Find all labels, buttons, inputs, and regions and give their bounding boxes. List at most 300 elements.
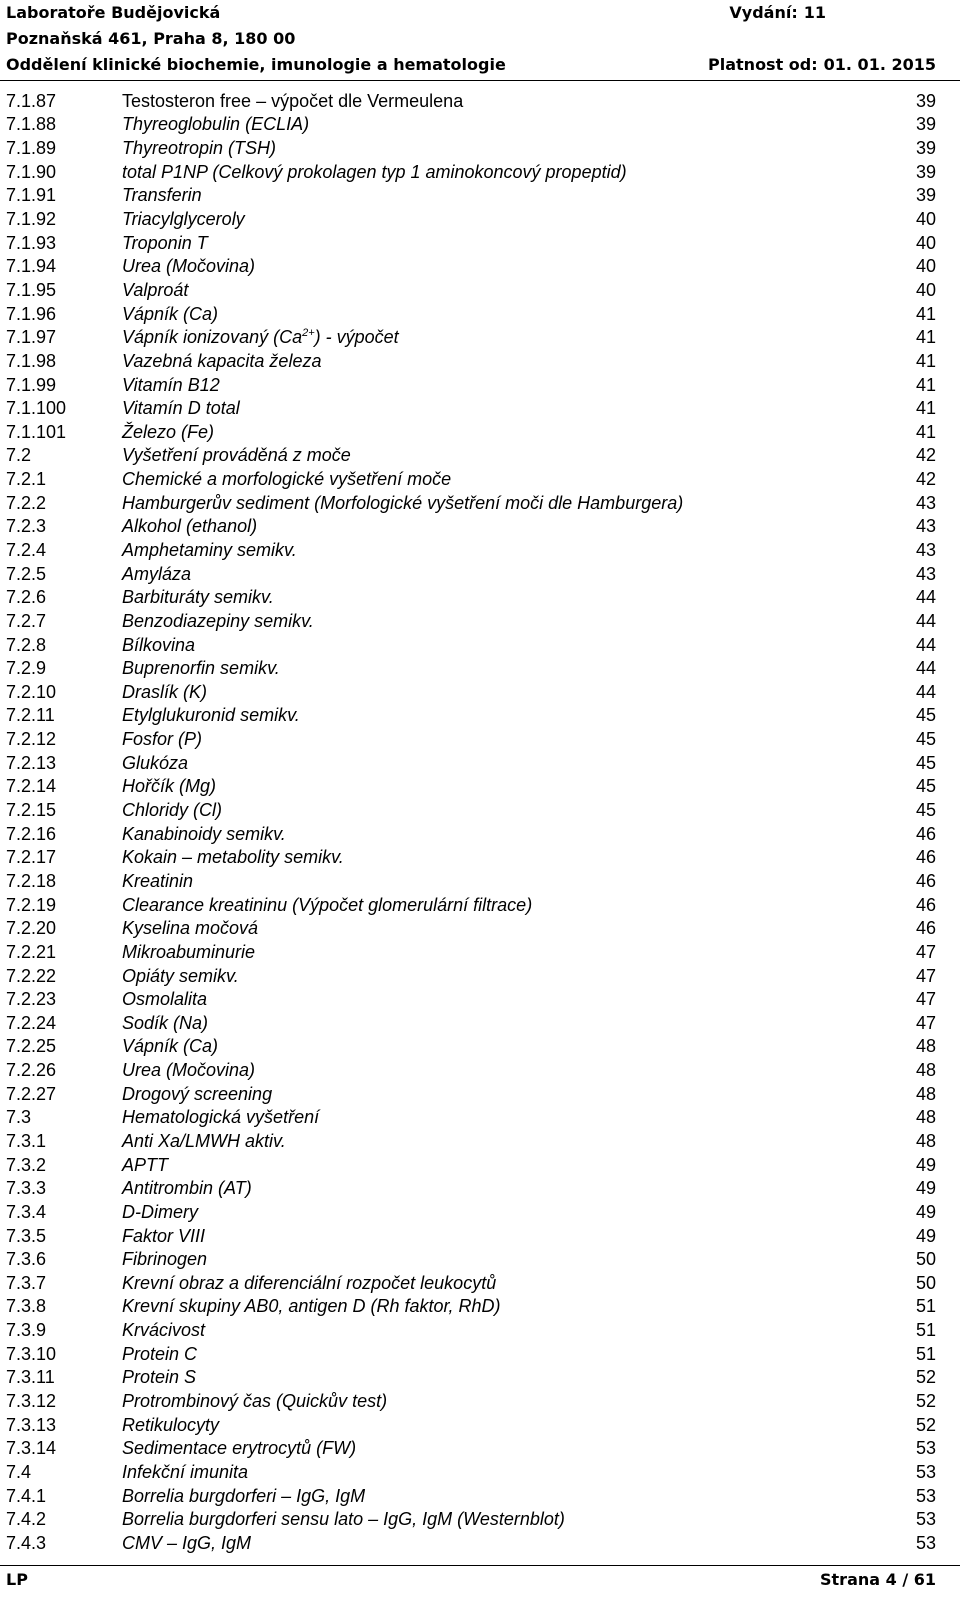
toc-entry <box>6 1366 936 1390</box>
toc-entry-title-text: Benzodiazepiny semikv. <box>122 610 314 631</box>
toc-entry <box>6 846 936 870</box>
toc-entry <box>6 207 936 231</box>
toc-entry-title-text: Borrelia burgdorferi – IgG, IgM <box>122 1485 366 1506</box>
toc-entry-title-text: Bílkovina <box>122 634 196 655</box>
toc-entry-number: 7.3.3 <box>6 1178 47 1199</box>
toc-entry <box>6 869 936 893</box>
toc-entry-page: 43 <box>915 539 936 560</box>
toc-entry-title-text: Triacylglyceroly <box>122 209 245 230</box>
toc-entry-title-text: Etylglukuronid semikv. <box>122 705 300 726</box>
toc-entry-number: 7.3.7 <box>6 1272 47 1293</box>
toc-entry-title <box>122 635 896 655</box>
toc-entry-number: 7.2.9 <box>6 658 47 679</box>
toc-entry <box>6 136 936 160</box>
toc-entry-page: 40 <box>915 209 936 230</box>
edition <box>729 0 826 26</box>
toc-entry-title-text: Drogový screening <box>122 1083 273 1104</box>
toc-entry-title <box>122 1273 896 1293</box>
toc-entry-number: 7.1.90 <box>6 161 57 182</box>
toc-entry-title <box>122 776 896 796</box>
toc-entry-page: 40 <box>915 232 936 253</box>
toc-entry-number: 7.2.23 <box>6 989 57 1010</box>
toc-entry-number: 7.3.5 <box>6 1225 47 1246</box>
toc-entry-page: 41 <box>915 421 936 442</box>
toc-entry-title <box>122 942 896 962</box>
toc-entry-title <box>122 1202 896 1222</box>
toc-entry <box>6 1224 936 1248</box>
footer-left: LP <box>6 1570 28 1589</box>
toc-entry-title <box>122 516 896 536</box>
toc-entry-title <box>122 398 896 418</box>
toc-entry <box>6 585 936 609</box>
header-row-1 <box>6 0 936 26</box>
toc-entry-page: 49 <box>915 1178 936 1199</box>
toc-entry <box>6 444 936 468</box>
toc-entry-title <box>122 847 896 867</box>
toc-entry-title-text: Mikroabuminurie <box>122 941 256 962</box>
toc-entry-title <box>122 256 896 276</box>
toc-entry-page: 45 <box>915 729 936 750</box>
toc-entry-number: 7.3.1 <box>6 1131 47 1151</box>
toc-entry-title <box>122 611 896 631</box>
toc-entry-title <box>122 1320 896 1340</box>
toc-entry-title <box>122 1155 896 1175</box>
toc-entry <box>6 1342 936 1366</box>
toc-entry-number: 7.2.24 <box>6 1012 57 1033</box>
toc-entry-page: 52 <box>915 1367 936 1388</box>
toc-entry-page: 52 <box>915 1414 936 1435</box>
toc-entry-page: 43 <box>915 516 936 537</box>
edition-value: 11 <box>803 3 826 22</box>
toc-entry-number: 7.1.87 <box>6 90 57 111</box>
header-row-3 <box>6 52 936 78</box>
toc-entry-title-text: Antitrombin (AT) <box>122 1178 252 1199</box>
toc-entry-title <box>122 91 896 111</box>
toc-entry-title <box>122 114 896 134</box>
toc-entry-title-text: Kokain – metabolity semikv. <box>122 847 344 868</box>
toc-entry-title <box>122 138 896 158</box>
toc-entry-page: 52 <box>915 1391 936 1412</box>
toc-entry-title <box>122 800 896 820</box>
toc-entry-page: 47 <box>915 989 936 1010</box>
toc-entry-number: 7.2.8 <box>6 634 47 655</box>
toc-entry <box>6 1295 936 1319</box>
toc-entry <box>6 893 936 917</box>
toc-entry-title-text: Vazebná kapacita železa <box>122 350 322 371</box>
toc-entry-number: 7.2.6 <box>6 587 47 608</box>
toc-entry-page: 47 <box>915 1012 936 1033</box>
toc-entry-page: 53 <box>915 1509 936 1530</box>
toc-entry-title-text: Fosfor (P) <box>122 729 203 750</box>
toc-entry-superscript: 2+ <box>302 327 315 340</box>
table-of-contents <box>6 89 936 1555</box>
toc-entry-number: 7.4.1 <box>6 1485 47 1506</box>
toc-entry-title <box>122 304 896 324</box>
toc-entry-page: 43 <box>915 492 936 513</box>
toc-entry-number: 7.3.12 <box>6 1391 57 1412</box>
toc-entry-title-text: Chemické a morfologické vyšetření moče <box>122 469 452 490</box>
toc-entry <box>6 609 936 633</box>
toc-entry <box>6 467 936 491</box>
toc-entry <box>6 349 936 373</box>
validity <box>708 52 936 78</box>
department-name: Oddělení klinické biochemie, imunologie a hematologie <box>6 55 506 74</box>
toc-entry <box>6 798 936 822</box>
toc-entry-page: 44 <box>915 587 936 608</box>
toc-entry <box>6 727 936 751</box>
toc-entry-number: 7.2.25 <box>6 1036 57 1057</box>
toc-entry-title <box>122 327 896 347</box>
toc-entry-page: 49 <box>915 1225 936 1246</box>
toc-entry <box>6 184 936 208</box>
toc-entry-title <box>122 564 896 584</box>
toc-entry-number: 7.2.7 <box>6 610 47 631</box>
toc-entry-number: 7.3.6 <box>6 1249 47 1270</box>
toc-entry-page: 39 <box>915 114 936 135</box>
toc-entry-number: 7.3.9 <box>6 1320 47 1341</box>
toc-entry-number: 7.2.21 <box>6 941 57 962</box>
toc-entry-title-text: Testosteron free – výpočet dle Vermeulena <box>122 90 464 111</box>
toc-entry-number: 7.1.95 <box>6 279 57 300</box>
toc-entry <box>6 1247 936 1271</box>
toc-entry-page: 40 <box>915 279 936 300</box>
toc-entry-title-text: Sedimentace erytrocytů (FW) <box>122 1438 357 1459</box>
toc-entry-page: 45 <box>915 705 936 726</box>
toc-entry <box>6 1271 936 1295</box>
toc-entry-title-text: Osmolalita <box>122 989 208 1010</box>
toc-entry-title-text: Glukóza <box>122 752 189 773</box>
toc-entry <box>6 1176 936 1200</box>
toc-entry-title <box>122 1533 896 1553</box>
toc-entry <box>6 1507 936 1531</box>
toc-entry-title-text: Fibrinogen <box>122 1249 208 1270</box>
toc-entry <box>6 278 936 302</box>
toc-entry-number: 7.3.10 <box>6 1343 57 1364</box>
toc-entry-title-text: Thyreotropin (TSH) <box>122 138 277 159</box>
toc-entry-title <box>122 682 896 702</box>
toc-entry-title <box>122 422 896 442</box>
toc-entry <box>6 396 936 420</box>
document-header <box>6 0 936 78</box>
toc-entry-number: 7.2.15 <box>6 800 57 821</box>
toc-entry-title <box>122 1462 896 1482</box>
toc-entry-title <box>122 493 896 513</box>
toc-entry <box>6 1058 936 1082</box>
toc-entry-page: 49 <box>915 1154 936 1175</box>
toc-entry-title-text: Hematologická vyšetření <box>122 1107 320 1128</box>
toc-entry-page: 45 <box>915 776 936 797</box>
toc-entry-number: 7.3.4 <box>6 1201 47 1222</box>
toc-entry-title-text: Kanabinoidy semikv. <box>122 823 286 844</box>
toc-entry-title-text: Amphetaminy semikv. <box>122 539 297 560</box>
toc-entry <box>6 940 936 964</box>
toc-entry-title <box>122 753 896 773</box>
toc-entry <box>6 1200 936 1224</box>
toc-entry-title-text: Hamburgerův sediment (Morfologické vyšetření moči dle Hamburgera) <box>122 492 684 513</box>
toc-entry <box>6 1484 936 1508</box>
toc-entry-title <box>122 1084 896 1104</box>
toc-entry-title <box>122 351 896 371</box>
toc-entry-title <box>122 1178 896 1198</box>
toc-entry-title <box>122 1036 896 1056</box>
toc-entry <box>6 1129 936 1153</box>
toc-entry-number: 7.1.101 <box>6 421 67 442</box>
toc-entry <box>6 987 936 1011</box>
toc-entry <box>6 325 936 349</box>
toc-entry-number: 7.2.5 <box>6 563 47 584</box>
toc-entry-number: 7.2.18 <box>6 870 57 891</box>
toc-entry-title-text: CMV – IgG, IgM <box>122 1532 252 1553</box>
toc-entry-page: 48 <box>915 1083 936 1104</box>
toc-entry-number: 7.3.8 <box>6 1296 47 1317</box>
toc-entry <box>6 254 936 278</box>
toc-entry-page: 44 <box>915 681 936 702</box>
toc-entry <box>6 916 936 940</box>
toc-entry-title <box>122 966 896 986</box>
toc-entry-number: 7.1.99 <box>6 374 57 395</box>
toc-entry-title <box>122 1131 896 1151</box>
toc-entry-number: 7.1.96 <box>6 303 57 324</box>
toc-entry-title <box>122 1226 896 1246</box>
toc-entry-title-text: Železo (Fe) <box>122 421 215 442</box>
toc-entry <box>6 656 936 680</box>
toc-entry-page: 46 <box>915 870 936 891</box>
toc-entry-title-text: Alkohol (ethanol) <box>122 516 258 537</box>
toc-entry <box>6 1153 936 1177</box>
toc-entry-page: 42 <box>915 445 936 466</box>
toc-entry-title <box>122 162 896 182</box>
toc-entry-page: 42 <box>915 469 936 490</box>
toc-entry-number: 7.2.2 <box>6 492 47 513</box>
toc-entry <box>6 1531 936 1555</box>
toc-entry-title <box>122 705 896 725</box>
toc-entry-page: 43 <box>915 563 936 584</box>
toc-entry-title <box>122 1415 896 1435</box>
toc-entry-page: 53 <box>915 1461 936 1482</box>
toc-entry <box>6 231 936 255</box>
toc-entry-page: 51 <box>915 1320 936 1341</box>
toc-entry <box>6 373 936 397</box>
org-address: Poznaňská 461, Praha 8, 180 00 <box>6 29 296 48</box>
toc-entry-page: 48 <box>915 1060 936 1081</box>
toc-entry-title <box>122 1438 896 1458</box>
toc-entry-page: 47 <box>915 965 936 986</box>
toc-entry-title <box>122 729 896 749</box>
toc-entry-title <box>122 469 896 489</box>
toc-entry-title <box>122 1107 896 1127</box>
toc-entry-title-text: Opiáty semikv. <box>122 965 239 986</box>
toc-entry-number: 7.1.89 <box>6 138 57 159</box>
toc-entry-number: 7.3.2 <box>6 1154 47 1175</box>
toc-entry <box>6 1106 936 1130</box>
toc-entry-title-text: Amyláza <box>122 563 192 584</box>
toc-entry-page: 41 <box>915 350 936 371</box>
toc-entry-number: 7.2.11 <box>6 705 55 726</box>
toc-entry-title-text: Vápník (Ca) <box>122 303 219 324</box>
toc-entry-number: 7.1.88 <box>6 114 57 135</box>
toc-entry <box>6 822 936 846</box>
toc-entry-title <box>122 587 896 607</box>
toc-entry-page: 44 <box>915 658 936 679</box>
toc-entry-number: 7.2 <box>6 445 32 466</box>
toc-entry <box>6 1460 936 1484</box>
toc-entry-page: 44 <box>915 610 936 631</box>
toc-entry <box>6 751 936 775</box>
toc-entry-title-text: Urea (Močovina) <box>122 1060 256 1081</box>
toc-entry-title-text: Transferin <box>122 185 202 206</box>
toc-entry-title-text: Vápník ionizovaný (Ca <box>122 327 303 348</box>
toc-entry-title <box>122 871 896 891</box>
toc-entry-number: 7.1.98 <box>6 350 57 371</box>
toc-entry-title-text: Barbituráty semikv. <box>122 587 274 608</box>
toc-entry-number: 7.2.19 <box>6 894 57 915</box>
toc-entry-title <box>122 185 896 205</box>
toc-entry-number: 7.2.20 <box>6 918 57 939</box>
document-footer <box>6 1570 936 1589</box>
toc-entry-number: 7.3.14 <box>6 1438 57 1459</box>
footer-divider <box>0 1565 960 1566</box>
toc-entry-page: 41 <box>915 374 936 395</box>
toc-entry-page: 53 <box>915 1485 936 1506</box>
toc-entry-title-text: Clearance kreatininu (Výpočet glomerulární filtrace) <box>122 894 533 915</box>
toc-entry-number: 7.2.13 <box>6 752 57 773</box>
toc-entry <box>6 562 936 586</box>
toc-entry-page: 51 <box>915 1343 936 1364</box>
header-row-2 <box>6 26 936 52</box>
toc-entry-page: 41 <box>915 398 936 419</box>
toc-entry-page: 44 <box>915 634 936 655</box>
toc-entry-number: 7.2.14 <box>6 776 57 797</box>
toc-entry-number: 7.2.26 <box>6 1060 57 1081</box>
toc-entry <box>6 1318 936 1342</box>
toc-entry-title <box>122 1249 896 1269</box>
toc-entry-title <box>122 989 896 1009</box>
toc-entry <box>6 538 936 562</box>
toc-entry-number: 7.2.10 <box>6 681 57 702</box>
toc-entry-number: 7.1.92 <box>6 209 57 230</box>
toc-entry-title <box>122 1486 896 1506</box>
toc-entry-title-text: Hořčík (Mg) <box>122 776 216 797</box>
toc-entry-title-text: Krevní obraz a diferenciální rozpočet leukocytů <box>122 1272 497 1293</box>
toc-entry-title <box>122 1391 896 1411</box>
toc-entry-number: 7.3 <box>6 1107 32 1128</box>
toc-entry-page: 45 <box>915 800 936 821</box>
toc-entry-page: 48 <box>915 1036 936 1057</box>
toc-entry-page: 49 <box>915 1201 936 1222</box>
toc-entry-page: 51 <box>915 1296 936 1317</box>
toc-entry-page: 53 <box>915 1438 936 1459</box>
toc-entry-number: 7.4.3 <box>6 1532 47 1553</box>
toc-entry-page: 46 <box>915 847 936 868</box>
toc-entry <box>6 1437 936 1461</box>
toc-entry-title-text: Anti Xa/LMWH aktiv. <box>122 1131 286 1151</box>
toc-entry-page: 45 <box>915 752 936 773</box>
toc-entry-page: 46 <box>915 823 936 844</box>
toc-entry-title-text: ) - výpočet <box>314 327 399 348</box>
toc-entry <box>6 680 936 704</box>
toc-entry-number: 7.4.2 <box>6 1509 47 1530</box>
toc-entry <box>6 633 936 657</box>
toc-entry-title-text: Sodík (Na) <box>122 1012 209 1033</box>
toc-entry-title-text: Buprenorfin semikv. <box>122 658 280 679</box>
toc-entry-title-text: Valproát <box>122 279 189 300</box>
toc-entry-title-text: Infekční imunita <box>122 1461 249 1482</box>
toc-entry-title <box>122 918 896 938</box>
toc-entry-title <box>122 280 896 300</box>
toc-entry-title <box>122 233 896 253</box>
toc-entry-title <box>122 1296 896 1316</box>
toc-entry <box>6 964 936 988</box>
toc-entry-number: 7.1.100 <box>6 398 67 419</box>
toc-entry-title-text: Protrombinový čas (Quickův test) <box>122 1391 388 1412</box>
toc-entry <box>6 491 936 515</box>
toc-entry-number: 7.1.93 <box>6 232 57 253</box>
toc-entry-page: 39 <box>915 90 936 111</box>
toc-entry-number: 7.2.4 <box>6 539 47 560</box>
page-number: Strana 4 / 61 <box>820 1570 936 1589</box>
toc-entry-title <box>122 1344 896 1364</box>
toc-entry-page: 50 <box>915 1249 936 1270</box>
toc-entry-number: 7.4 <box>6 1461 32 1482</box>
toc-entry-title-text: Borrelia burgdorferi sensu lato – IgG, IgM (Westernblot) <box>122 1509 565 1530</box>
toc-entry <box>6 1082 936 1106</box>
toc-entry-title-text: total P1NP (Celkový prokolagen typ 1 aminokoncový propeptid) <box>122 161 627 182</box>
toc-entry-title-text: Krevní skupiny AB0, antigen D (Rh faktor, RhD) <box>122 1296 501 1317</box>
toc-entry-number: 7.1.94 <box>6 256 57 277</box>
toc-entry-page: 46 <box>915 894 936 915</box>
toc-entry-number: 7.2.16 <box>6 823 57 844</box>
toc-entry-number: 7.2.12 <box>6 729 57 750</box>
toc-entry <box>6 89 936 113</box>
toc-entry-title <box>122 1367 896 1387</box>
toc-entry-page: 50 <box>915 1272 936 1293</box>
toc-entry-page: 41 <box>915 327 936 348</box>
toc-entry-title-text: APTT <box>122 1154 169 1175</box>
toc-entry-number: 7.2.3 <box>6 516 47 537</box>
toc-entry-title-text: Vitamín B12 <box>122 374 220 395</box>
toc-entry-title-text: Retikulocyty <box>122 1414 220 1435</box>
toc-entry-number: 7.2.22 <box>6 965 57 986</box>
toc-entry <box>6 420 936 444</box>
toc-entry-title-text: Chloridy (Cl) <box>122 800 223 821</box>
validity-label: Platnost od: <box>708 55 818 74</box>
toc-entry-number: 7.1.91 <box>6 185 57 206</box>
toc-entry-page: 41 <box>915 303 936 324</box>
toc-entry-title-text: Vyšetření prováděná z moče <box>122 445 351 466</box>
toc-entry-title <box>122 1060 896 1080</box>
toc-entry <box>6 113 936 137</box>
toc-entry-title <box>122 895 896 915</box>
toc-entry <box>6 1035 936 1059</box>
toc-entry-title-text: Vápník (Ca) <box>122 1036 219 1057</box>
toc-entry <box>6 1011 936 1035</box>
toc-entry-title <box>122 824 896 844</box>
toc-entry-title-text: D-Dimery <box>122 1201 198 1222</box>
toc-entry <box>6 704 936 728</box>
toc-entry-title <box>122 1509 896 1529</box>
toc-entry <box>6 515 936 539</box>
toc-entry-page: 39 <box>915 161 936 182</box>
toc-entry-title-text: Vitamín D total <box>122 398 240 419</box>
toc-entry-number: 7.1.97 <box>6 327 57 348</box>
toc-entry-page: 39 <box>915 185 936 206</box>
toc-entry-page: 48 <box>915 1131 936 1151</box>
toc-entry <box>6 302 936 326</box>
toc-entry <box>6 775 936 799</box>
edition-label: Vydání: <box>729 3 798 22</box>
toc-entry-title-text: Draslík (K) <box>122 681 207 702</box>
toc-entry-title <box>122 209 896 229</box>
